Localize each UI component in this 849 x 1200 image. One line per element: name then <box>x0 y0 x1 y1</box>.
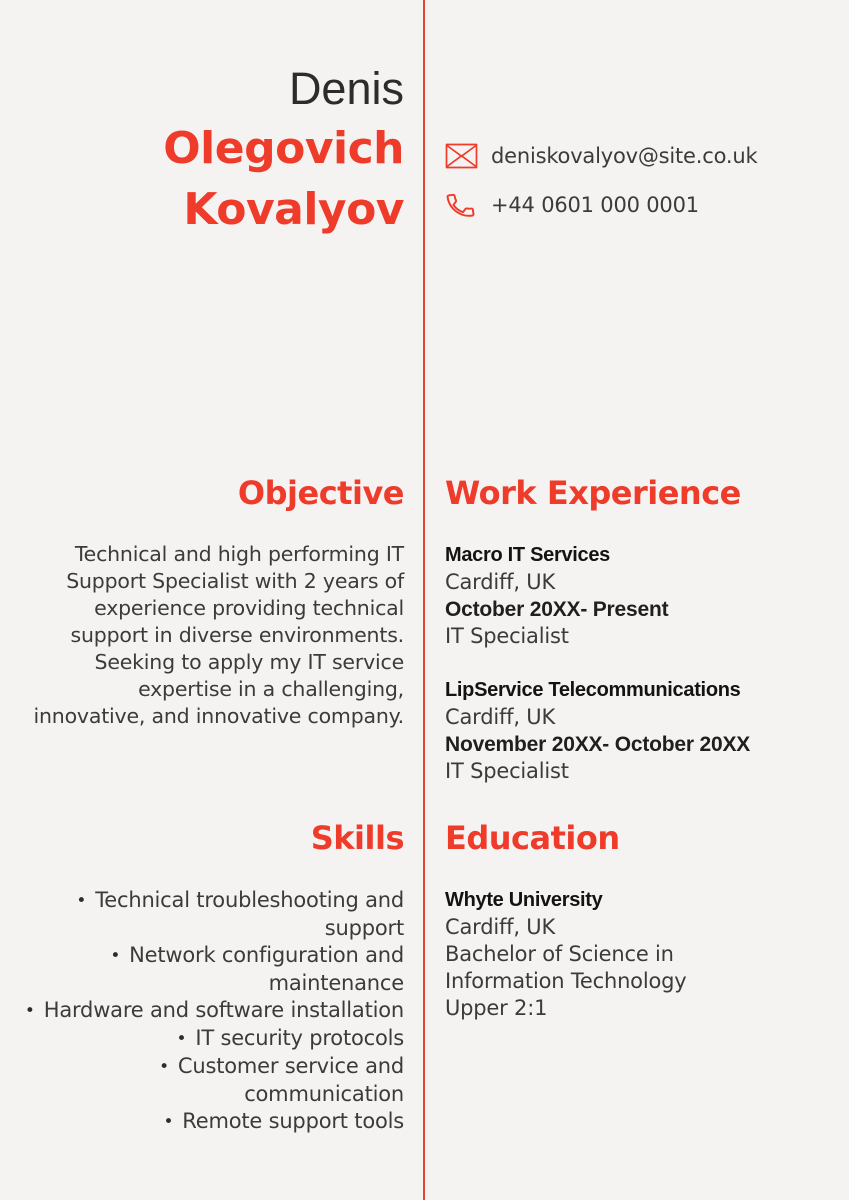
envelope-icon <box>445 140 479 172</box>
name-block <box>20 60 404 240</box>
work-experience-heading: Work Experience <box>445 474 741 512</box>
company-name: LipService Telecommunications <box>445 679 741 701</box>
bullet-icon: • <box>24 1001 35 1021</box>
bullet-icon: • <box>76 891 87 911</box>
job-title: IT Specialist <box>445 759 569 783</box>
skill-text: Hardware and software installation <box>43 998 404 1022</box>
phone-row <box>445 189 825 221</box>
job-title: IT Specialist <box>445 624 569 648</box>
phone-text: +44 0601 000 0001 <box>491 193 699 217</box>
skills-heading: Skills <box>310 819 404 857</box>
objective-text: Technical and high performing IT Support Specialist with 2 years of experience providing technical support in diverse environments. Seeking to apply my IT service expertise in a challenging, innovative, and innovative company. <box>33 542 404 728</box>
company-name: Macro IT Services <box>445 544 610 566</box>
list-item <box>20 1025 404 1053</box>
degree: Bachelor of Science in Information Technology <box>445 942 687 993</box>
bullet-icon: • <box>110 946 121 966</box>
school-name: Whyte University <box>445 889 603 911</box>
education-block <box>445 887 785 1022</box>
objective-heading: Objective <box>237 474 404 512</box>
employment-dates: October 20XX- Present <box>445 598 669 621</box>
list-item <box>20 887 404 942</box>
work-experience-block <box>445 542 849 812</box>
skill-text: Remote support tools <box>182 1109 404 1133</box>
work-entry <box>445 542 849 650</box>
vertical-divider <box>423 0 425 1200</box>
company-location: Cardiff, UK <box>445 705 556 729</box>
school-location: Cardiff, UK <box>445 915 556 939</box>
list-item <box>20 942 404 997</box>
grade: Upper 2:1 <box>445 996 548 1020</box>
skill-text: IT security protocols <box>195 1026 404 1050</box>
email-row <box>445 140 825 172</box>
middle-name: Olegovich <box>163 123 404 174</box>
bullet-icon: • <box>176 1029 187 1049</box>
work-entry <box>445 677 849 785</box>
list-item <box>20 997 404 1025</box>
company-location: Cardiff, UK <box>445 570 556 594</box>
skill-text: Technical troubleshooting and support <box>95 888 404 940</box>
bullet-icon: • <box>163 1112 174 1132</box>
first-name: Denis <box>288 63 404 114</box>
skills-list <box>20 887 404 1136</box>
skill-text: Customer service and communication <box>177 1054 404 1106</box>
list-item <box>20 1053 404 1108</box>
contact-block <box>445 140 825 238</box>
bullet-icon: • <box>159 1057 169 1077</box>
skill-text: Network configuration and maintenance <box>129 943 404 995</box>
list-item <box>20 1108 404 1136</box>
employment-dates: November 20XX- October 20XX <box>445 733 751 756</box>
phone-icon <box>445 189 479 221</box>
last-name: Kovalyov <box>183 184 404 235</box>
education-heading: Education <box>445 819 620 857</box>
email-text: deniskovalyov@site.co.uk <box>491 144 758 168</box>
